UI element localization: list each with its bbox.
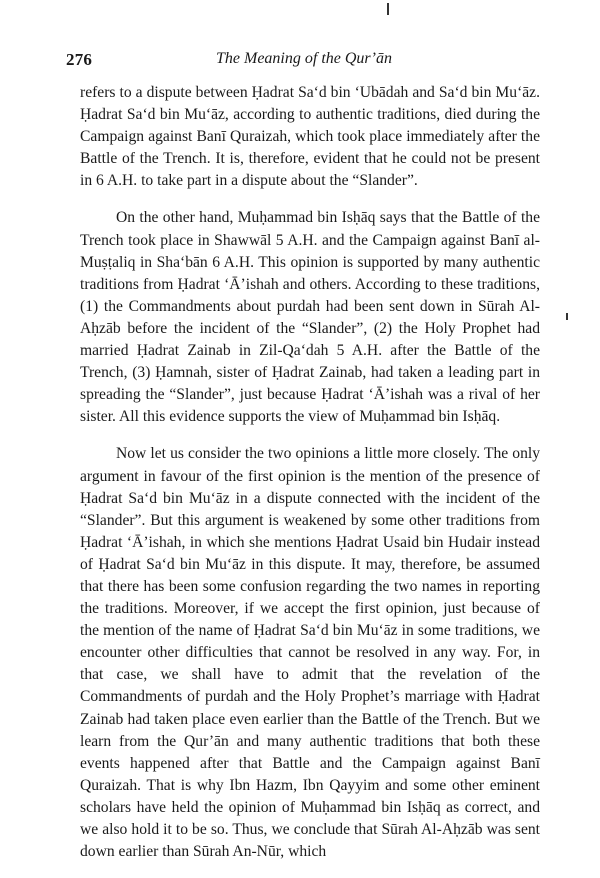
running-title: The Meaning of the Qurʼān [216, 50, 392, 67]
paragraph: refers to a dispute between Ḥadrat Sa‘d bin ‘Ubādah and Sa‘d bin Mu‘āz. Ḥadrat Sa‘d bin Mu‘āz, according to authentic traditions, died during the Campaign against Banī Quraizah, which took place immediately after the Battle of the Trench. It is, therefore, evident that he could not be present in 6 A.H. to take part in a dispute about the “Slander”. [80, 84, 540, 190]
page-number: 276 [66, 50, 93, 69]
paragraph: On the other hand, Muḥammad bin Isḥāq says that the Battle of the Trench took place in Shawwāl 5 A.H. and the Campaign against Banī al-Muṣṭaliq in Sha‘bān 6 A.H. This opinion is supported by many authentic traditions from Ḥadrat ‘Ā’ishah and others. According to these traditions, (1) the Commandments about purdah had been sent down in Sūrah Al-Aḥzāb before the incident of the “Slander”, (2) the Holy Prophet had married Ḥadrat Zainab in Zil-Qa‘dah 5 A.H. after the Battle of the Trench, (3) Ḥamnah, sister of Ḥadrat Zainab, had taken a leading part in spreading the “Slander”, just because Ḥadrat ‘Ā’ishah was a rival of her sister. All this evidence supports the view of Muḥammad bin Isḥāq. [80, 209, 540, 426]
page-header [66, 50, 544, 74]
print-mark [566, 313, 568, 320]
print-mark [387, 3, 389, 15]
paragraph: Now let us consider the two opinions a little more closely. The only argument in favour of the first opinion is the mention of the presence of Ḥadrat Sa‘d bin Mu‘āz in a dispute connected with the incident of the “Slander”. But this argument is weakened by some other traditions from Ḥadrat ‘Ā’ishah, in which she mentions Ḥadrat Usaid bin Hudair instead of Ḥadrat Sa‘d bin Mu‘āz in this dispute. It may, therefore, be assumed that there has been some confusion regarding the two names in reporting the traditions. Moreover, if we accept the first opinion, just because of the mention of the name of Ḥadrat Sa‘d bin Mu‘āz in some traditions, we encounter other difficulties that cannot be resolved in any way. For, in that case, we shall have to admit that the revelation of the Commandments of purdah and the Holy Prophet’s marriage with Ḥadrat Zainab had taken place even earlier than the Battle of the Trench. But we learn from the Qur’ān and many authentic traditions that both these events happened after that Battle and the Campaign against Banī Quraizah. That is why Ibn Hazm, Ibn Qayyim and some other eminent scholars have held the opinion of Muḥammad bin Isḥāq as correct, and we also hold it to be so. Thus, we conclude that Sūrah Al-Aḥzāb was sent down earlier than Sūrah An-Nūr, which [80, 445, 540, 861]
body-text [80, 82, 540, 878]
